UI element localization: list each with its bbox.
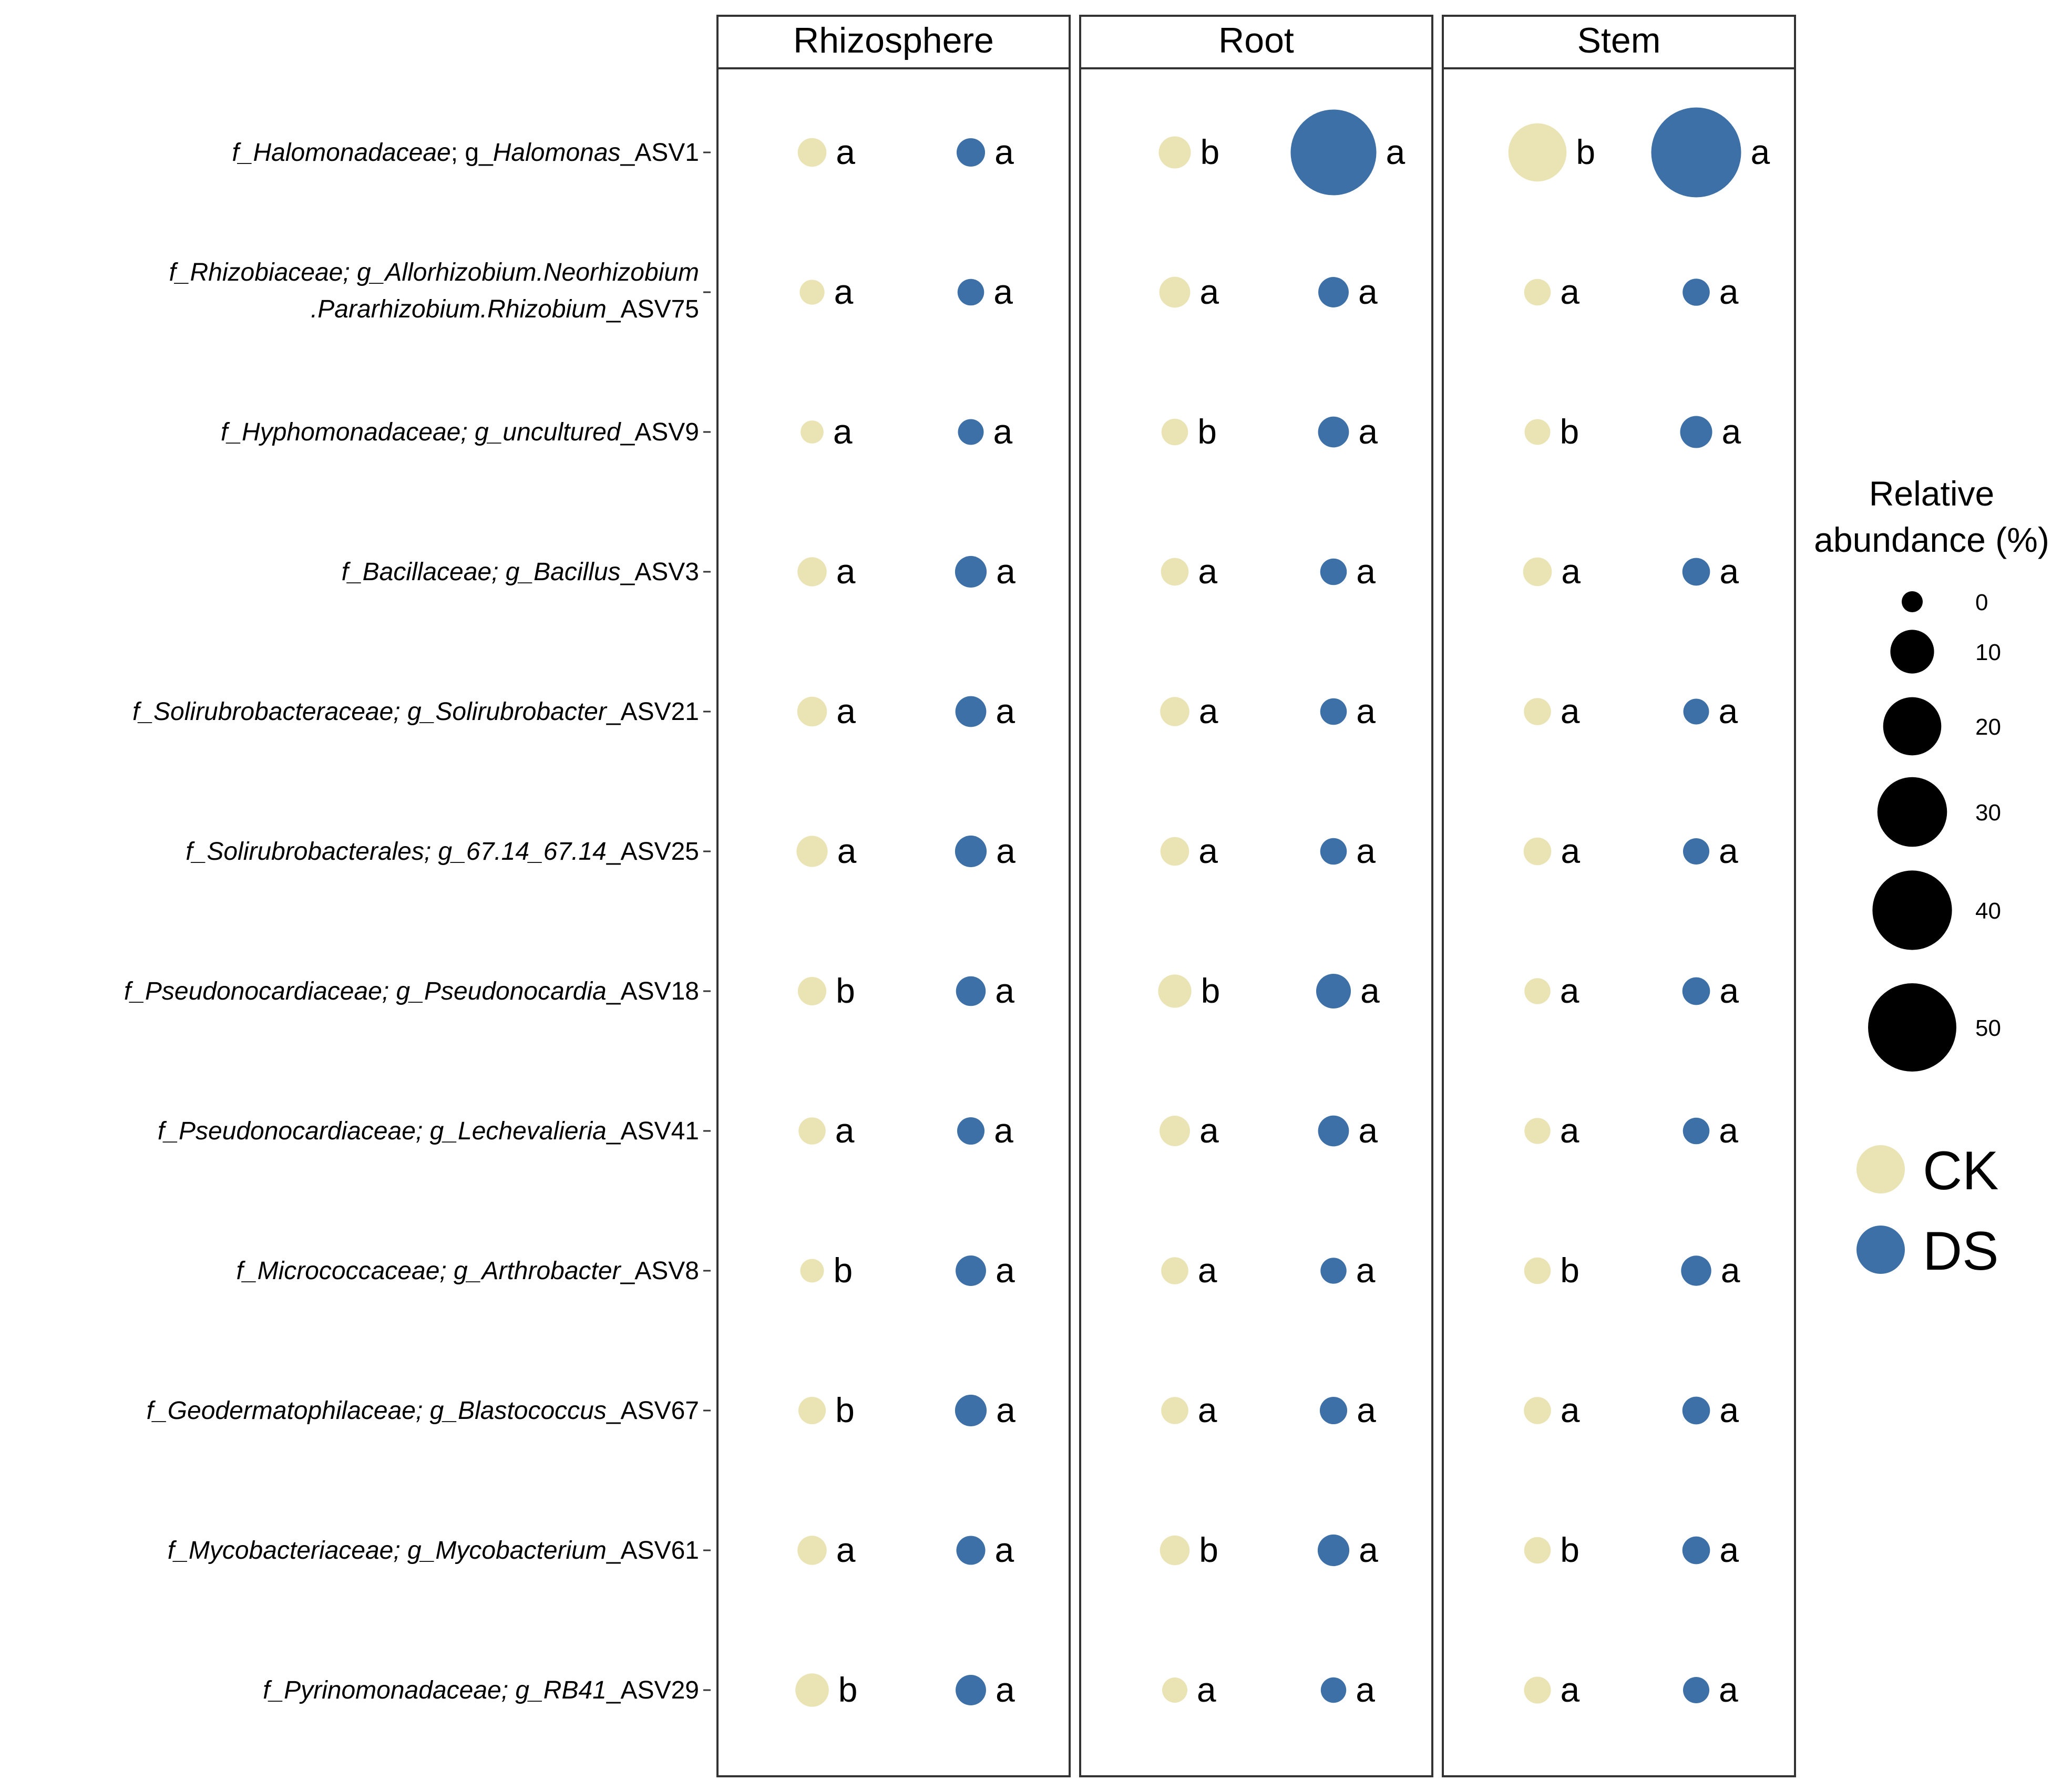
sig-letter-stem-ck-row5: a bbox=[1560, 692, 1580, 730]
sig-letter-stem-ck-row6: a bbox=[1561, 831, 1581, 870]
sig-letter-rhizosphere-ck-row4: a bbox=[836, 552, 856, 591]
legend-size-label-20: 20 bbox=[1975, 714, 2001, 740]
y-label-row6: f_Solirubrobacterales; g_67.14_67.14_ASV25 bbox=[186, 838, 699, 866]
sig-letter-stem-ck-row1: b bbox=[1576, 132, 1596, 171]
sig-letter-stem-ds-row8: a bbox=[1719, 1111, 1739, 1150]
bubble-root-ck-row3 bbox=[1162, 419, 1188, 446]
sig-letter-root-ck-row4: a bbox=[1198, 552, 1218, 591]
sig-letter-stem-ds-row2: a bbox=[1719, 272, 1739, 311]
sig-letter-stem-ds-row11: a bbox=[1719, 1530, 1739, 1569]
bubble-stem-ds-row4 bbox=[1683, 558, 1710, 586]
bubble-stem-ds-row6 bbox=[1683, 838, 1709, 864]
bubble-root-ck-row8 bbox=[1160, 1116, 1190, 1146]
legend bbox=[1814, 474, 2049, 1282]
sig-letter-rhizosphere-ck-row6: a bbox=[837, 831, 857, 870]
bubble-stem-ck-row7 bbox=[1524, 978, 1551, 1004]
legend-size-key-20 bbox=[1883, 697, 1942, 756]
y-label-row8: f_Pseudonocardiaceae; g_Lechevalieria_ASV41 bbox=[157, 1117, 699, 1145]
bubble-rhizosphere-ds-row12 bbox=[956, 1675, 986, 1705]
bubble-stem-ck-row5 bbox=[1524, 698, 1551, 725]
sig-letter-stem-ds-row10: a bbox=[1719, 1391, 1739, 1429]
panel-title-stem: Stem bbox=[1577, 20, 1661, 60]
y-label-row3: f_Hyphomonadaceae; g_uncultured_ASV9 bbox=[221, 418, 699, 446]
bubble-root-ck-row2 bbox=[1160, 277, 1191, 308]
bubble-root-ck-row7 bbox=[1158, 974, 1191, 1007]
panel-stem bbox=[1443, 16, 1795, 1776]
y-axis-labels bbox=[124, 139, 711, 1704]
bubble-root-ck-row12 bbox=[1162, 1677, 1187, 1703]
bubble-stem-ck-row6 bbox=[1524, 838, 1552, 866]
bubble-root-ds-row2 bbox=[1318, 277, 1349, 307]
y-label-row9: f_Micrococcaceae; g_Arthrobacter_ASV8 bbox=[236, 1257, 699, 1285]
bubble-rhizosphere-ck-row8 bbox=[798, 1117, 826, 1145]
legend-size-label-0: 0 bbox=[1975, 590, 1988, 615]
sig-letter-stem-ck-row3: b bbox=[1560, 412, 1579, 451]
bubble-root-ck-row5 bbox=[1160, 697, 1189, 726]
sig-letter-rhizosphere-ds-row5: a bbox=[996, 692, 1016, 730]
sig-letter-rhizosphere-ds-row6: a bbox=[996, 831, 1016, 870]
sig-letter-root-ds-row5: a bbox=[1356, 692, 1376, 730]
sig-letter-stem-ck-row10: a bbox=[1560, 1391, 1580, 1429]
sig-letter-stem-ds-row9: a bbox=[1720, 1251, 1740, 1290]
sig-letter-stem-ds-row12: a bbox=[1719, 1670, 1738, 1709]
sig-letter-rhizosphere-ds-row4: a bbox=[996, 552, 1016, 591]
legend-size-label-10: 10 bbox=[1975, 640, 2001, 665]
bubble-stem-ds-row12 bbox=[1683, 1677, 1709, 1703]
sig-letter-rhizosphere-ds-row9: a bbox=[995, 1251, 1015, 1290]
bubble-stem-ds-row7 bbox=[1683, 977, 1710, 1005]
sig-letter-stem-ds-row4: a bbox=[1719, 552, 1739, 591]
bubble-rhizosphere-ck-row1 bbox=[798, 138, 827, 167]
bubble-stem-ck-row10 bbox=[1524, 1397, 1551, 1424]
bubble-rhizosphere-ck-row12 bbox=[795, 1673, 829, 1707]
bubble-rhizosphere-ds-row3 bbox=[958, 419, 984, 445]
bubble-stem-ds-row3 bbox=[1680, 416, 1712, 448]
sig-letter-rhizosphere-ds-row2: a bbox=[993, 272, 1013, 311]
legend-size-title-line2: abundance (%) bbox=[1814, 520, 2049, 559]
legend-key-ds bbox=[1856, 1226, 1905, 1274]
sig-letter-root-ck-row7: b bbox=[1201, 971, 1220, 1010]
bubble-rhizosphere-ds-row2 bbox=[958, 279, 984, 306]
panel-title-rhizosphere: Rhizosphere bbox=[793, 20, 994, 60]
panel-frame-root bbox=[1080, 68, 1432, 1776]
panel-frame-stem bbox=[1443, 68, 1795, 1776]
bubble-stem-ck-row4 bbox=[1523, 558, 1552, 586]
bubble-rhizosphere-ds-row5 bbox=[956, 696, 987, 727]
bubble-root-ck-row4 bbox=[1161, 558, 1189, 586]
bubble-root-ds-row7 bbox=[1316, 974, 1351, 1008]
sig-letter-root-ds-row11: a bbox=[1359, 1530, 1378, 1569]
bubble-root-ck-row1 bbox=[1158, 136, 1191, 168]
y-label-row4: f_Bacillaceae; g_Bacillus_ASV3 bbox=[341, 558, 699, 586]
sig-letter-root-ck-row2: a bbox=[1199, 272, 1219, 311]
panel-frame-rhizosphere bbox=[717, 68, 1070, 1776]
bubble-rhizosphere-ck-row3 bbox=[801, 420, 824, 444]
sig-letter-root-ds-row9: a bbox=[1356, 1251, 1376, 1290]
sig-letter-rhizosphere-ds-row3: a bbox=[993, 412, 1013, 451]
sig-letter-rhizosphere-ck-row1: a bbox=[836, 132, 856, 171]
sig-letter-rhizosphere-ds-row8: a bbox=[994, 1111, 1013, 1150]
bubble-stem-ds-row1 bbox=[1651, 107, 1741, 197]
legend-key-ck bbox=[1856, 1145, 1905, 1193]
sig-letter-root-ds-row3: a bbox=[1358, 412, 1378, 451]
sig-letter-rhizosphere-ds-row12: a bbox=[995, 1670, 1015, 1709]
y-label-row5: f_Solirubrobacteraceae; g_Solirubrobacter_ASV21 bbox=[132, 698, 699, 726]
sig-letter-rhizosphere-ck-row3: a bbox=[833, 412, 853, 451]
bubble-stem-ck-row11 bbox=[1524, 1537, 1551, 1564]
sig-letter-stem-ds-row1: a bbox=[1750, 132, 1770, 171]
sig-letter-root-ck-row12: a bbox=[1196, 1670, 1216, 1709]
sig-letter-root-ds-row7: a bbox=[1360, 971, 1380, 1010]
sig-letter-root-ds-row10: a bbox=[1357, 1391, 1376, 1429]
bubble-root-ds-row11 bbox=[1318, 1535, 1349, 1566]
bubble-rhizosphere-ck-row6 bbox=[796, 836, 827, 867]
sig-letter-rhizosphere-ck-row12: b bbox=[838, 1670, 858, 1709]
bubble-stem-ds-row8 bbox=[1683, 1118, 1710, 1145]
sig-letter-rhizosphere-ds-row1: a bbox=[994, 132, 1014, 171]
bubble-root-ds-row5 bbox=[1320, 698, 1347, 725]
y-label-row12: f_Pyrinomonadaceae; g_RB41_ASV29 bbox=[263, 1676, 699, 1704]
bubble-rhizosphere-ds-row8 bbox=[957, 1117, 984, 1145]
legend-size-key-50 bbox=[1868, 983, 1956, 1072]
sig-letter-stem-ck-row8: a bbox=[1560, 1111, 1579, 1150]
sig-letter-rhizosphere-ck-row9: b bbox=[833, 1251, 853, 1290]
y-label-row2-line2: .Pararhizobium.Rhizobium_ASV75 bbox=[310, 295, 699, 323]
sig-letter-root-ck-row3: b bbox=[1197, 412, 1217, 451]
bubble-stem-ds-row10 bbox=[1683, 1397, 1710, 1425]
bubble-stem-ck-row1 bbox=[1509, 123, 1567, 182]
bubble-root-ck-row11 bbox=[1160, 1536, 1190, 1566]
sig-letter-rhizosphere-ck-row10: b bbox=[835, 1391, 855, 1429]
panel-title-root: Root bbox=[1218, 20, 1294, 60]
bubble-root-ds-row4 bbox=[1320, 559, 1347, 585]
sig-letter-stem-ds-row3: a bbox=[1721, 412, 1741, 451]
legend-size-title: Relative bbox=[1869, 474, 1995, 513]
bubble-stem-ds-row9 bbox=[1681, 1255, 1711, 1285]
sig-letter-rhizosphere-ds-row7: a bbox=[995, 971, 1014, 1010]
bubble-rhizosphere-ds-row11 bbox=[956, 1536, 985, 1564]
bubble-rhizosphere-ds-row1 bbox=[957, 138, 985, 167]
sig-letter-stem-ds-row5: a bbox=[1718, 692, 1738, 730]
sig-letter-stem-ds-row7: a bbox=[1719, 971, 1739, 1010]
bubble-rhizosphere-ds-row9 bbox=[956, 1255, 986, 1286]
sig-letter-root-ck-row11: b bbox=[1199, 1530, 1218, 1569]
bubble-stem-ds-row11 bbox=[1683, 1537, 1710, 1564]
bubble-rhizosphere-ds-row6 bbox=[955, 836, 987, 867]
sig-letter-stem-ck-row9: b bbox=[1560, 1251, 1580, 1290]
sig-letter-stem-ck-row2: a bbox=[1560, 272, 1580, 311]
y-label-row1: f_Halomonadaceae; g_Halomonas_ASV1 bbox=[232, 139, 699, 167]
sig-letter-stem-ds-row6: a bbox=[1719, 831, 1738, 870]
bubble-root-ds-row3 bbox=[1318, 417, 1349, 448]
bubble-stem-ck-row12 bbox=[1524, 1676, 1551, 1703]
sig-letter-root-ds-row12: a bbox=[1356, 1670, 1375, 1709]
sig-letter-root-ck-row8: a bbox=[1199, 1111, 1219, 1150]
bubble-root-ds-row8 bbox=[1318, 1116, 1349, 1147]
bubble-rhizosphere-ds-row4 bbox=[955, 556, 987, 588]
bubble-stem-ds-row2 bbox=[1683, 279, 1710, 306]
bubble-root-ck-row9 bbox=[1161, 1257, 1188, 1284]
bubble-rhizosphere-ds-row7 bbox=[956, 976, 986, 1006]
bubble-stem-ck-row8 bbox=[1524, 1118, 1551, 1144]
bubble-rhizosphere-ck-row7 bbox=[798, 977, 826, 1005]
legend-size-label-40: 40 bbox=[1975, 898, 2001, 924]
legend-size-key-30 bbox=[1878, 777, 1947, 847]
bubble-stem-ck-row3 bbox=[1525, 419, 1551, 445]
panel-root bbox=[1080, 16, 1432, 1776]
sig-letter-root-ck-row10: a bbox=[1197, 1391, 1217, 1429]
sig-letter-root-ck-row9: a bbox=[1197, 1251, 1217, 1290]
bubble-root-ck-row6 bbox=[1161, 837, 1189, 866]
sig-letter-rhizosphere-ck-row5: a bbox=[836, 692, 856, 730]
bubble-root-ds-row9 bbox=[1320, 1258, 1347, 1284]
sig-letter-root-ck-row1: b bbox=[1200, 132, 1220, 171]
bubble-root-ck-row10 bbox=[1161, 1397, 1188, 1424]
bubble-root-ds-row6 bbox=[1320, 838, 1347, 865]
bubble-root-ds-row12 bbox=[1321, 1677, 1346, 1703]
bubble-stem-ck-row2 bbox=[1524, 279, 1551, 306]
bubble-rhizosphere-ck-row9 bbox=[801, 1259, 824, 1283]
y-label-row10: f_Geodermatophilaceae; g_Blastococcus_ASV67 bbox=[146, 1397, 699, 1425]
bubble-rhizosphere-ck-row10 bbox=[798, 1397, 826, 1424]
bubble-rhizosphere-ck-row2 bbox=[799, 280, 824, 304]
bubble-rhizosphere-ck-row4 bbox=[797, 557, 827, 586]
legend-size-label-50: 50 bbox=[1975, 1015, 2001, 1041]
legend-size-key-40 bbox=[1872, 870, 1952, 950]
legend-size-label-30: 30 bbox=[1975, 800, 2001, 826]
legend-size-key-0 bbox=[1902, 591, 1923, 612]
panels bbox=[717, 16, 1795, 1776]
sig-letter-rhizosphere-ck-row7: b bbox=[836, 971, 855, 1010]
y-label-row11: f_Mycobacteriaceae; g_Mycobacterium_ASV61 bbox=[167, 1537, 699, 1564]
sig-letter-stem-ck-row11: b bbox=[1560, 1530, 1580, 1569]
panel-rhizosphere bbox=[717, 16, 1070, 1776]
sig-letter-rhizosphere-ck-row2: a bbox=[834, 272, 854, 311]
sig-letter-rhizosphere-ck-row8: a bbox=[835, 1111, 855, 1150]
sig-letter-root-ds-row8: a bbox=[1358, 1111, 1378, 1150]
sig-letter-stem-ck-row12: a bbox=[1560, 1670, 1580, 1709]
sig-letter-root-ds-row6: a bbox=[1356, 831, 1376, 870]
bubble-rhizosphere-ck-row5 bbox=[797, 697, 827, 727]
legend-label-ds: DS bbox=[1923, 1221, 1999, 1282]
bubble-root-ds-row1 bbox=[1290, 109, 1376, 195]
sig-letter-rhizosphere-ds-row11: a bbox=[994, 1530, 1014, 1569]
y-label-row7: f_Pseudonocardiaceae; g_Pseudonocardia_ASV18 bbox=[124, 977, 699, 1005]
sig-letter-rhizosphere-ck-row11: a bbox=[836, 1530, 856, 1569]
bubble-rhizosphere-ds-row10 bbox=[955, 1395, 987, 1426]
legend-label-ck: CK bbox=[1923, 1140, 1999, 1201]
sig-letter-root-ck-row6: a bbox=[1198, 831, 1218, 870]
sig-letter-root-ds-row2: a bbox=[1358, 272, 1378, 311]
bubble-root-ds-row10 bbox=[1320, 1397, 1347, 1424]
sig-letter-root-ds-row4: a bbox=[1356, 552, 1376, 591]
bubble-stem-ds-row5 bbox=[1684, 699, 1709, 725]
bubble-stem-ck-row9 bbox=[1524, 1258, 1551, 1284]
sig-letter-rhizosphere-ds-row10: a bbox=[996, 1391, 1016, 1429]
sig-letter-root-ck-row5: a bbox=[1198, 692, 1218, 730]
y-label-row2: f_Rhizobiaceae; g_Allorhizobium.Neorhizobium bbox=[169, 259, 699, 286]
legend-size-key-10 bbox=[1890, 630, 1934, 673]
bubble-rhizosphere-ck-row11 bbox=[797, 1536, 827, 1565]
sig-letter-stem-ck-row7: a bbox=[1560, 971, 1579, 1010]
sig-letter-root-ds-row1: a bbox=[1386, 132, 1406, 171]
sig-letter-stem-ck-row4: a bbox=[1561, 552, 1581, 591]
